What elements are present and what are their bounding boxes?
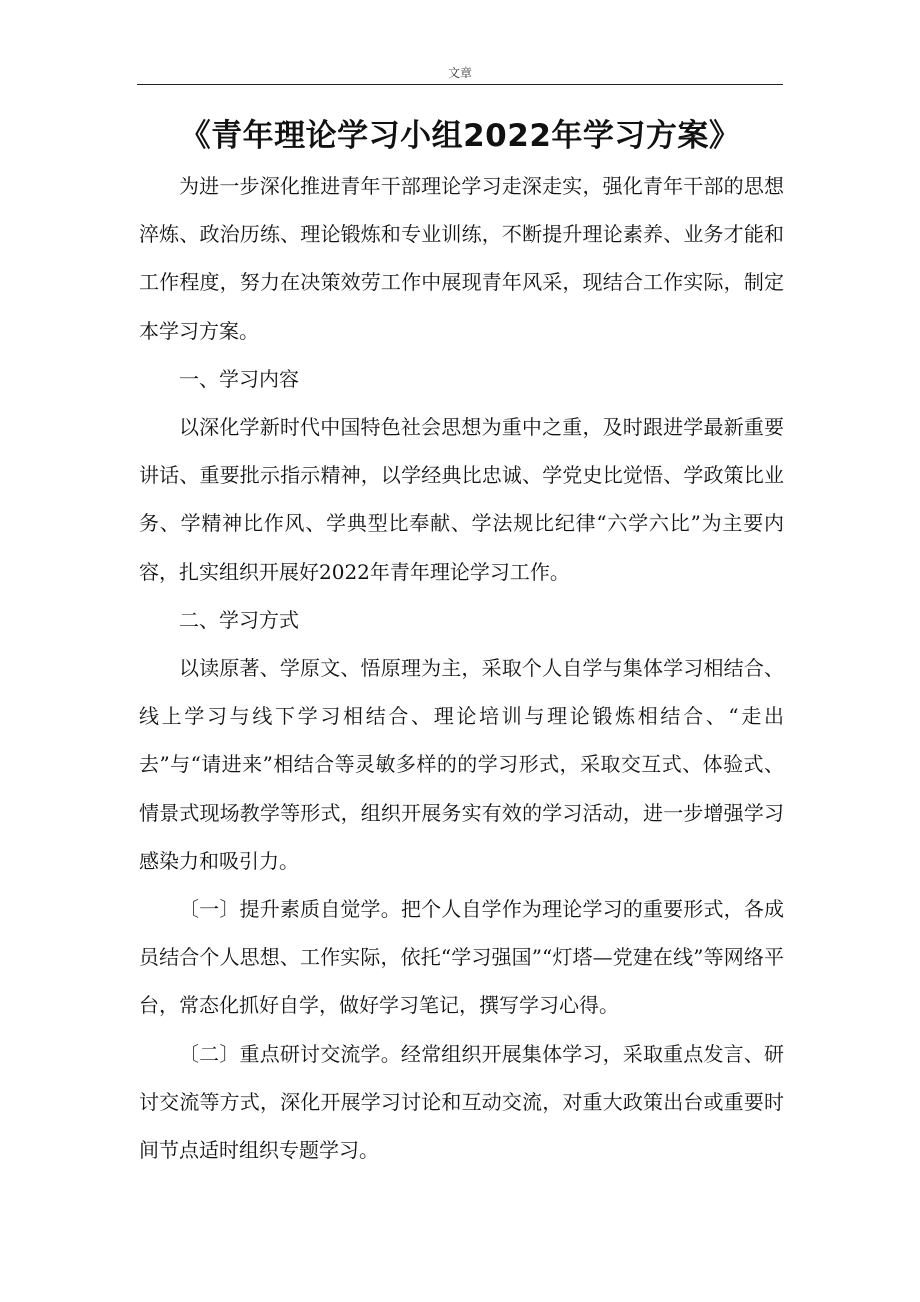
header-label: 文章 — [447, 66, 472, 80]
document-title: 《青年理论学习小组2022年学习方案》 — [179, 118, 741, 154]
paragraph-group-study: 〔二〕重点研讨交流学。经常组织开展集体学习，采取重点发言、研讨交流等方式，深化开展学习讨论和互动交流，对重大政策出台或重要时间节点适时组织专题学习。 — [139, 1041, 784, 1163]
header-divider — [137, 84, 783, 85]
paragraph-self-study: 〔一〕提升素质自觉学。把个人自学作为理论学习的重要形式，各成员结合个人思想、工作实际，依托“学习强国”“灯塔—党建在线”等网络平台，常态化抓好自学，做好学习笔记，撰写学习心得。 — [139, 897, 784, 1018]
paragraph-intro: 为进一步深化推进青年干部理论学习走深走实，强化青年干部的思想淬炼、政治历练、理论锻炼和专业训练，不断提升理论素养、业务才能和工作程度，努力在决策效劳工作中展现青年风采，现结合工作实际，制定本学习方案。 — [139, 174, 784, 343]
section-heading-method: 二、学习方式 — [179, 607, 299, 632]
document-body — [139, 162, 784, 1174]
paragraph-method: 以读原著、学原文、悟原理为主，采取个人自学与集体学习相结合、线上学习与线下学习相结合、理论培训与理论锻炼相结合、“走出去”与“请进来”相结合等灵敏多样的的学习形式，采取交互式、体验式、情景式现场教学等形式，组织开展务实有效的学习活动，进一步增强学习感染力和吸引力。 — [139, 656, 784, 873]
paragraph-content: 以深化学新时代中国特色社会思想为重中之重，及时跟进学最新重要讲话、重要批示指示精神，以学经典比忠诚、学党史比觉悟、学政策比业务、学精神比作风、学典型比奉献、学法规比纪律“六学六比”为主要内容，扎实组织开展好2022年青年理论学习工作。 — [139, 415, 784, 584]
section-heading-content: 一、学习内容 — [179, 366, 299, 391]
